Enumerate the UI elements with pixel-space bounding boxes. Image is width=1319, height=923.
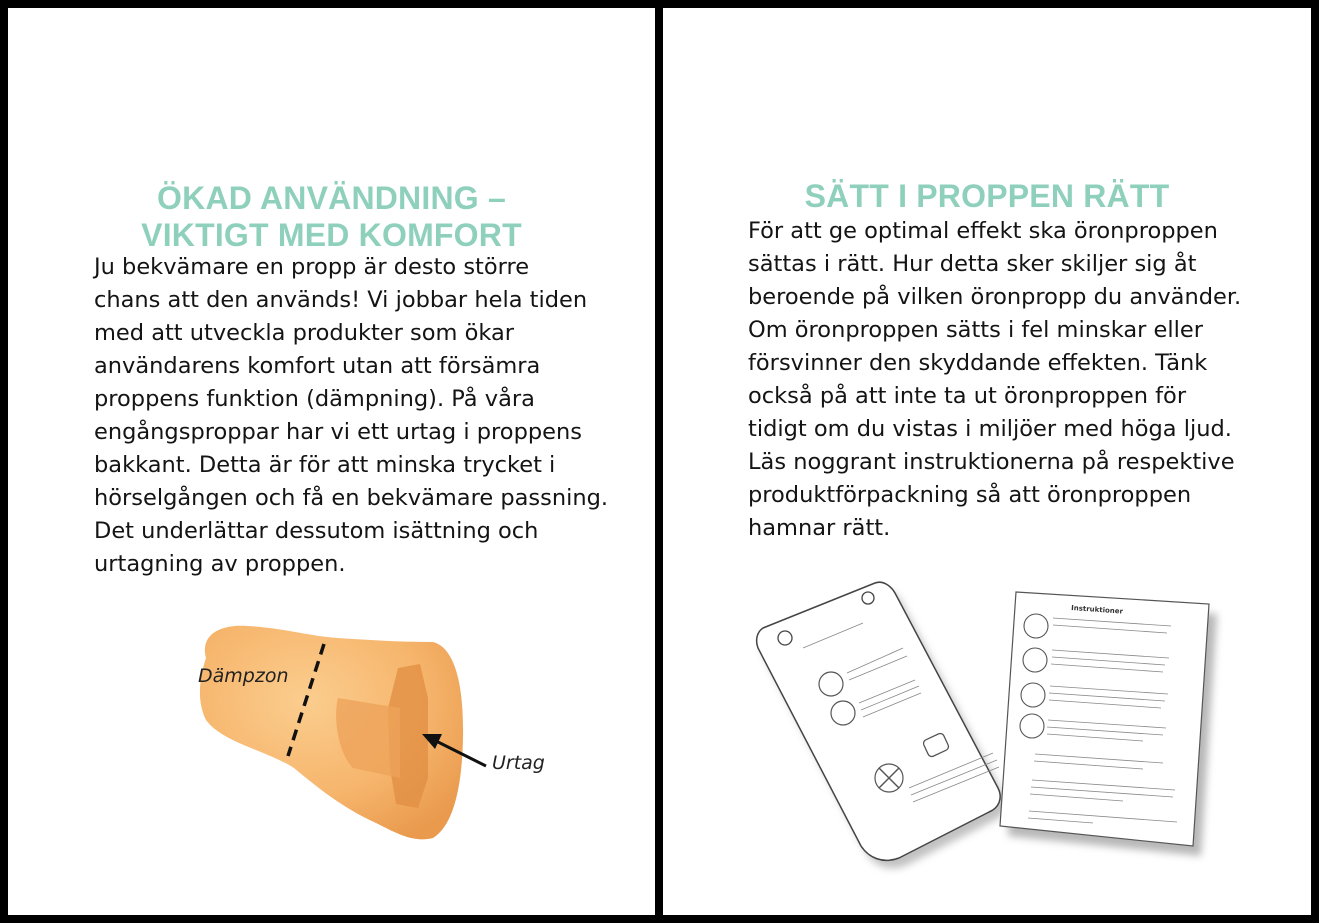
packaging-illustration	[663, 8, 1311, 915]
left-body-text: Ju bekvämare en propp är desto större chans att den används! Vi jobbar hela tiden med att utveckla produkter som ökar användarens komfort utan att försämra proppens funktion (dämpning). På våra engångsproppar har vi ett urtag i proppens bakkant. Detta är för att minska trycket i hörselgången och få en bekvämare passning. Det underlättar dessutom isättning och urtagning av proppen.	[94, 254, 609, 577]
right-heading: SÄTT I PROPPEN RÄTT	[804, 178, 1170, 214]
left-heading-line2: VIKTIGT MED KOMFORT	[141, 217, 522, 253]
right-page	[663, 8, 1311, 915]
left-page	[8, 8, 655, 915]
left-heading-line1: ÖKAD ANVÄNDNING –	[157, 180, 506, 216]
earplug-illustration	[8, 8, 655, 915]
package-card	[757, 582, 1007, 868]
instruction-sheet	[1000, 592, 1217, 856]
right-body-text: För att ge optimal effekt ska öronproppen sättas i rätt. Hur detta sker skiljer sig åt beroende på vilken öronpropp du använder. Om öronproppen sätts i fel minskar eller försvinner den skyddande effekten. Tänk också på att inte ta ut öronproppen för tidigt om du vistas i miljöer med höga ljud. Läs noggrant instruktionerna på respektive produktförpackning så att öronproppen hamnar rätt.	[748, 218, 1242, 541]
instruction-sheet-title: Instruktioner	[1070, 604, 1124, 616]
recess-label: Urtag	[492, 752, 545, 774]
damping-zone-label: Dämpzon	[198, 665, 289, 687]
